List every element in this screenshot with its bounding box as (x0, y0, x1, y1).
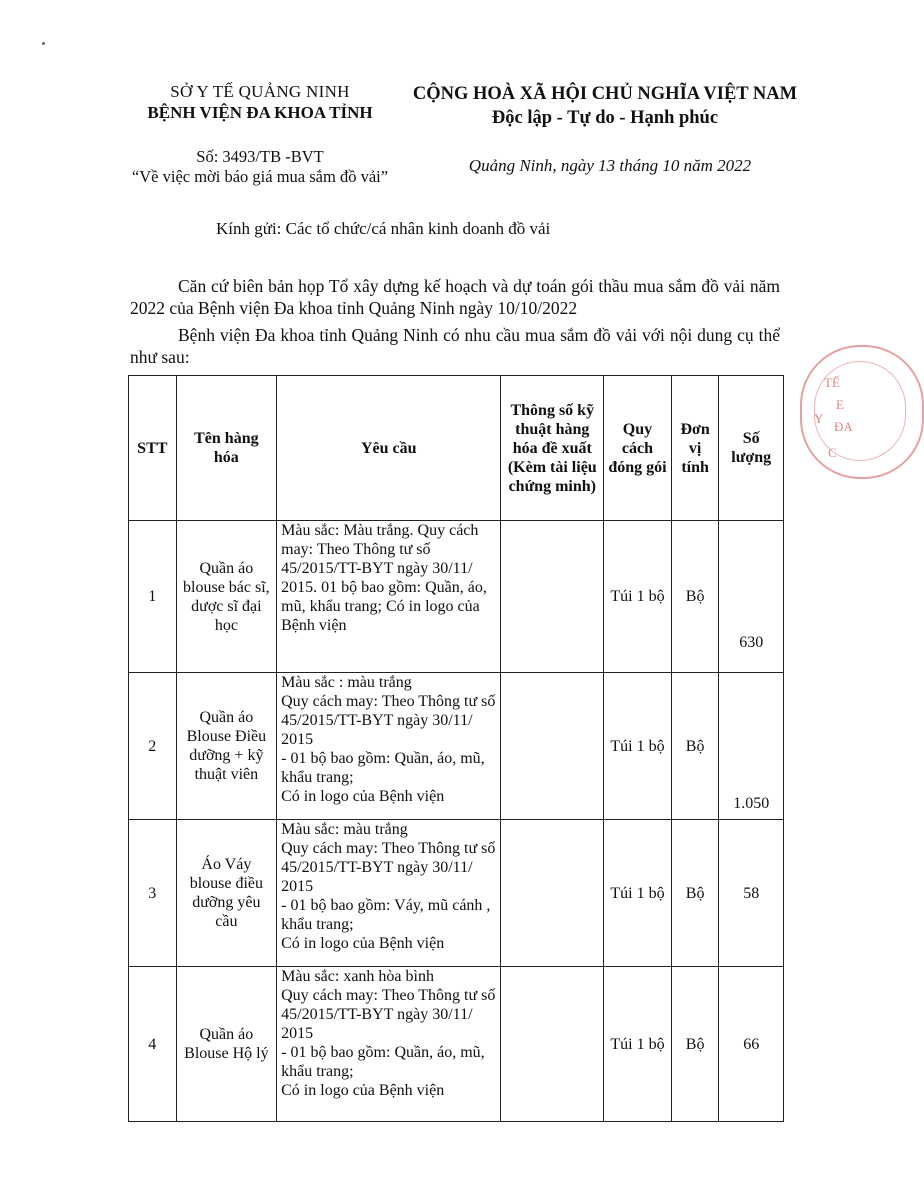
goods-table (128, 375, 784, 1122)
cell-unit: Bộ (671, 820, 719, 967)
requirement-line: Có in logo của Bệnh viện (281, 935, 445, 952)
cell-requirement: Màu sắc: Màu trắng. Quy cách may: Theo Thông tư số 45/2015/TT-BYT ngày 30/11/ 2015. 01 bộ bao gồm: Quần, áo, mũ, khẩu trang; Có in logo của Bệnh viện (277, 521, 501, 673)
requirement-line: Màu sắc: màu trắng (281, 821, 408, 838)
national-motto: Độc lập - Tự do - Hạnh phúc (491, 108, 719, 128)
requirement-line: - 01 bộ bao gồm: Quần, áo, mũ, khẩu trang; (281, 750, 485, 786)
seal-letter: TẾ (824, 375, 840, 390)
paragraph-need: Bệnh viện Đa khoa tỉnh Quảng Ninh có nhu cầu mua sắm đồ vải với nội dung cụ thể như sau: (130, 325, 780, 367)
cell-requirement (277, 673, 501, 820)
header-name: Tên hàng hóa (176, 376, 277, 521)
cell-spec (501, 673, 604, 820)
cell-requirement (277, 967, 501, 1122)
scan-speck (42, 42, 45, 45)
cell-spec (501, 820, 604, 967)
header-packing: Quy cách đóng gói (604, 376, 672, 521)
cell-packing: Túi 1 bộ (604, 967, 672, 1122)
red-seal-stamp (800, 345, 924, 479)
document-subject: “Về việc mời báo giá mua sắm đồ vải” (131, 167, 389, 186)
cell-requirement (277, 820, 501, 967)
issuer-block (110, 82, 410, 123)
cell-stt: 1 (129, 521, 177, 673)
header-spec: Thông số kỹ thuật hàng hóa đề xuất (Kèm tài liệu chứng minh) (501, 376, 604, 521)
country-name: CỘNG HOÀ XÃ HỘI CHỦ NGHĨA VIỆT NAM (412, 84, 798, 104)
issue-date: Quảng Ninh, ngày 13 tháng 10 năm 2022 (468, 156, 752, 175)
cell-packing: Túi 1 bộ (604, 673, 672, 820)
header-unit: Đơn vị tính (671, 376, 719, 521)
cell-quantity: 66 (719, 967, 784, 1122)
paragraph-basis: Căn cứ biên bản họp Tổ xây dựng kế hoạch và dự toán gói thầu mua sắm đồ vải năm 2022 của Bệnh viện Đa khoa tỉnh Quảng Ninh ngày 10/10/2022 (130, 276, 780, 318)
cell-packing: Túi 1 bộ (604, 820, 672, 967)
cell-quantity: 58 (719, 820, 784, 967)
seal-letter: ĐA (834, 419, 853, 434)
cell-spec (501, 967, 604, 1122)
cell-packing: Túi 1 bộ (604, 521, 672, 673)
table-header-row (129, 376, 784, 521)
table-row (129, 967, 784, 1122)
national-heading (410, 84, 800, 129)
cell-stt: 2 (129, 673, 177, 820)
table-row (129, 673, 784, 820)
cell-stt: 4 (129, 967, 177, 1122)
requirement-line: Màu sắc: xanh hòa bình (281, 968, 434, 985)
requirement-line: Quy cách may: Theo Thông tư số 45/2015/TT-BYT ngày 30/11/ 2015 (281, 840, 496, 895)
recipient-line: Kính gửi: Các tổ chức/cá nhân kinh doanh đồ vải (216, 219, 551, 238)
header-requirement: Yêu cầu (277, 376, 501, 521)
requirement-line: Có in logo của Bệnh viện (281, 1082, 445, 1099)
cell-stt: 3 (129, 820, 177, 967)
cell-spec (501, 521, 604, 673)
cell-quantity: 1.050 (719, 673, 784, 820)
requirement-line: Có in logo của Bệnh viện (281, 788, 445, 805)
header-stt: STT (129, 376, 177, 521)
table-row (129, 521, 784, 673)
requirement-line: Quy cách may: Theo Thông tư số 45/2015/TT-BYT ngày 30/11/ 2015 (281, 693, 496, 748)
requirement-line: Màu sắc : màu trắng (281, 674, 412, 691)
hospital-name: BỆNH VIỆN ĐA KHOA TỈNH (147, 103, 373, 122)
cell-name: Quần áo blouse bác sĩ, dược sĩ đại học (176, 521, 277, 673)
document-number: Số: 3493/TB -BVT (196, 147, 324, 166)
requirement-line: - 01 bộ bao gồm: Váy, mũ cánh , khẩu trang; (281, 897, 491, 933)
seal-letter: Y (814, 411, 824, 426)
department-name: SỞ Y TẾ QUẢNG NINH (170, 82, 350, 101)
cell-unit: Bộ (671, 673, 719, 820)
seal-letter: C (828, 445, 837, 460)
cell-quantity: 630 (719, 521, 784, 673)
cell-name: Quần áo Blouse Hộ lý (176, 967, 277, 1122)
cell-name: Quần áo Blouse Điều dưỡng + kỹ thuật viên (176, 673, 277, 820)
cell-name: Áo Váy blouse điều dưỡng yêu cầu (176, 820, 277, 967)
seal-letter: E (836, 397, 844, 412)
document-number-block (110, 147, 410, 187)
header-quantity: Số lượng (719, 376, 784, 521)
cell-unit: Bộ (671, 521, 719, 673)
cell-unit: Bộ (671, 967, 719, 1122)
table-row (129, 820, 784, 967)
requirement-line: - 01 bộ bao gồm: Quần, áo, mũ, khẩu trang; (281, 1044, 485, 1080)
requirement-line: Quy cách may: Theo Thông tư số 45/2015/TT-BYT ngày 30/11/ 2015 (281, 987, 496, 1042)
